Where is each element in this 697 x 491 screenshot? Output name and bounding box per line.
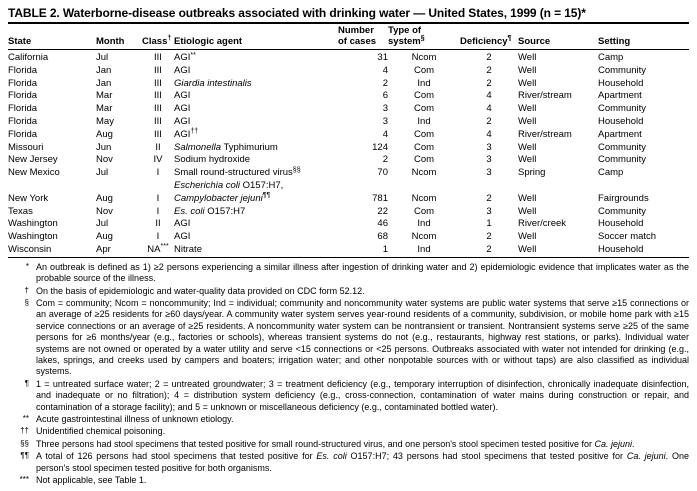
cell-month: Aug	[96, 128, 113, 140]
cell-source: River/creek	[518, 218, 567, 230]
footnote-text	[36, 379, 689, 412]
cell-system: Com	[413, 141, 435, 153]
cell-state: California	[8, 52, 49, 63]
column-header-state: State	[8, 24, 96, 50]
cell-agent	[174, 206, 338, 219]
cell-setting: Household	[598, 77, 644, 89]
cell-agent	[174, 78, 338, 91]
cell-month: Jul	[96, 218, 109, 230]
table-header	[8, 24, 689, 50]
cell-cases: 22	[377, 205, 388, 217]
table-row	[8, 180, 689, 206]
column-header-agent: Etiologic agent	[174, 24, 338, 50]
footnote-marker: §§	[20, 438, 29, 448]
cell-source: River/stream	[518, 128, 572, 140]
cell-deficiency: 3	[486, 141, 492, 153]
cell-state: Florida	[8, 77, 38, 89]
cell-source: Well	[518, 64, 537, 76]
text-run: Acute gastrointestinal illness of unknown etiology.	[36, 414, 234, 425]
cell-system: Ind	[417, 218, 431, 230]
footnote	[8, 262, 689, 285]
text-run: III	[154, 115, 162, 127]
cell-setting: Community	[598, 141, 647, 153]
text-run: Small round-structured virus	[174, 167, 293, 179]
footnote-marker: **	[22, 414, 29, 424]
table-row	[8, 218, 689, 231]
cell-deficiency: 2	[486, 52, 492, 63]
cell-class	[142, 90, 174, 103]
cell-setting: Soccer match	[598, 231, 657, 243]
cell-deficiency: 2	[486, 231, 492, 243]
text-run: III	[154, 90, 162, 102]
cell-deficiency: 2	[486, 64, 492, 76]
cell-state: Wisconsin	[8, 243, 52, 255]
cell-deficiency: 2	[486, 77, 492, 89]
cell-class	[142, 167, 174, 180]
cell-setting: Community	[598, 64, 647, 76]
cell-setting: Apartment	[598, 128, 642, 140]
cell-month: Mar	[96, 90, 113, 102]
cell-state: Florida	[8, 64, 38, 76]
cell-cases: 4	[382, 128, 388, 140]
table-body	[8, 50, 689, 258]
cell-month: Mar	[96, 103, 113, 115]
cell-source: Well	[518, 141, 537, 153]
cell-agent	[174, 129, 338, 142]
superscript-marker: ***	[160, 243, 169, 251]
footnote-text	[36, 298, 689, 376]
cell-source: Well	[518, 231, 537, 243]
footnote-marker: ††	[20, 426, 29, 436]
cell-cases: 2	[382, 77, 388, 89]
superscript-marker: §	[420, 35, 425, 42]
italic-text: Salmonella	[174, 141, 221, 153]
text-run: O157:H7,	[240, 179, 284, 191]
cell-setting: Household	[598, 243, 644, 255]
text-run: I	[156, 205, 160, 217]
cell-cases: 6	[382, 90, 388, 102]
cell-cases: 31	[377, 52, 388, 63]
cell-class	[142, 231, 174, 244]
text-run: .	[632, 438, 635, 449]
cell-state: New Jersey	[8, 154, 58, 166]
cell-month: Apr	[96, 243, 111, 255]
cell-system: Ind	[417, 77, 431, 89]
cell-month: Jul	[96, 167, 109, 179]
text-run: II	[155, 218, 161, 230]
text-run: AGI	[174, 115, 191, 127]
italic-text: Es. coli	[174, 205, 205, 217]
text-run: III	[154, 64, 162, 76]
table-row	[8, 116, 689, 129]
cell-system: Ncom	[411, 192, 437, 204]
table-row	[8, 154, 689, 167]
cell-deficiency: 1	[486, 218, 492, 230]
cell-source: Well	[518, 192, 537, 204]
cell-deficiency: 4	[486, 128, 492, 140]
cell-deficiency: 3	[486, 154, 492, 166]
text-run: III	[154, 52, 162, 63]
text-run: AGI	[174, 103, 191, 115]
cell-cases: 124	[372, 141, 388, 153]
cell-agent	[174, 244, 338, 257]
cell-deficiency: 3	[486, 167, 492, 179]
cell-agent	[174, 103, 338, 116]
cell-system: Ncom	[411, 167, 437, 179]
cell-class	[142, 129, 174, 142]
footnote	[8, 414, 689, 425]
cell-cases: 68	[377, 231, 388, 243]
text-run: AGI	[174, 90, 191, 102]
text-run: Not applicable, see Table 1.	[36, 475, 147, 486]
cell-class	[142, 116, 174, 129]
table-row	[8, 206, 689, 219]
cell-setting: Camp	[598, 52, 624, 63]
column-header-month: Month	[96, 24, 142, 50]
footnote	[8, 286, 689, 297]
superscript-marker: §§	[292, 166, 301, 174]
cell-state: New York	[8, 192, 49, 204]
text-run: O157:H7; 43 persons had stool specimens that tested positive for	[346, 451, 627, 462]
cell-setting: Community	[598, 154, 647, 166]
footnote	[8, 451, 689, 474]
cell-system: Com	[413, 103, 435, 115]
cell-agent	[174, 218, 338, 231]
cell-cases: 781	[372, 192, 388, 204]
table-row	[8, 244, 689, 257]
text-run: AGI	[174, 231, 191, 243]
table-row	[8, 167, 689, 180]
cell-cases: 70	[377, 167, 388, 179]
italic-text: Ca. jejuni	[626, 451, 666, 462]
cell-agent	[174, 116, 338, 129]
text-run: AGI	[174, 52, 191, 63]
cell-system: Com	[413, 128, 435, 140]
cell-class	[142, 180, 174, 206]
cell-agent	[174, 154, 338, 167]
cell-system: Ind	[417, 115, 431, 127]
cell-month: Aug	[96, 192, 113, 204]
cell-source: Well	[518, 77, 537, 89]
column-header-cases: Number of cases	[338, 24, 388, 50]
table-row	[8, 50, 689, 65]
cell-setting: Community	[598, 205, 647, 217]
text-run: IV	[153, 154, 163, 166]
footnote-text	[36, 451, 689, 472]
cell-class	[142, 50, 174, 65]
cell-source: Well	[518, 52, 537, 63]
footnote	[8, 426, 689, 437]
superscript-marker: ††	[190, 128, 199, 136]
footnote-marker: §	[24, 297, 29, 307]
cell-deficiency: 4	[486, 90, 492, 102]
cell-month: Nov	[96, 154, 113, 166]
cell-class	[142, 103, 174, 116]
footnote	[8, 475, 689, 486]
text-run: 1 = untreated surface water; 2 = untreated groundwater; 3 = treatment deficiency (e.g., temporary interruption of disinfection, chronically inadequate disinfection, and inadequate or no filtration); 4 = distribution system deficiency (e.g., cross-connection, contamination of water mains during construction or repair, and contamination of a storage facility); and 5 = unknown or miscellaneous deficiency (e.g., contaminated bottled water).	[36, 378, 689, 412]
cell-month: Jan	[96, 77, 112, 89]
cell-state: Florida	[8, 103, 38, 115]
footnote	[8, 298, 689, 378]
column-header-deficiency: Deficiency¶	[460, 24, 518, 50]
footnote-text	[36, 439, 635, 449]
footnote-marker: ¶	[24, 378, 29, 388]
cell-month: May	[96, 115, 114, 127]
text-run: III	[154, 77, 162, 89]
footnote-text	[36, 414, 233, 424]
text-run: I	[156, 231, 160, 243]
footnote	[8, 439, 689, 450]
cell-source: Spring	[518, 167, 546, 179]
footnote-text	[36, 286, 365, 296]
footnote-text	[36, 475, 146, 485]
cell-cases: 2	[382, 154, 388, 166]
text-run: AGI	[174, 128, 191, 140]
cell-month: Jun	[96, 141, 112, 153]
text-run: . One person's stool specimen tested positive for both organisms.	[36, 451, 689, 473]
cell-setting: Household	[598, 115, 644, 127]
column-header-system: Type of system§	[388, 24, 460, 50]
cell-state: New Mexico	[8, 167, 60, 179]
cell-class	[142, 142, 174, 155]
footnote-text	[36, 262, 689, 283]
cell-cases: 4	[382, 64, 388, 76]
table-row	[8, 103, 689, 116]
italic-text: Es. coli	[316, 451, 347, 462]
cell-class	[142, 154, 174, 167]
cell-setting: Camp	[598, 167, 624, 179]
italic-text: Giardia intestinalis	[174, 77, 252, 89]
text-run: Three persons had stool specimens that tested positive for small round-structured virus, and one person's stool specimen tested positive for	[36, 438, 595, 449]
footnotes-section	[8, 262, 689, 487]
cell-agent	[174, 90, 338, 103]
cell-deficiency: 2	[486, 192, 492, 204]
cell-source: Well	[518, 103, 537, 115]
text-run: O157:H7	[204, 205, 246, 217]
cell-source: Well	[518, 205, 537, 217]
table-header-row	[8, 24, 689, 50]
cell-class	[142, 65, 174, 78]
text-run: Unidentified chemical poisoning.	[36, 426, 166, 437]
table-row	[8, 129, 689, 142]
cell-class	[142, 78, 174, 91]
footnote-marker: *	[25, 261, 29, 271]
cell-deficiency: 2	[486, 115, 492, 127]
table-title: TABLE 2. Waterborne-disease outbreaks associated with drinking water — United States, 1999 (n = 15)*	[8, 6, 689, 24]
column-header-class: Class†	[142, 24, 174, 50]
cell-source: Well	[518, 154, 537, 166]
text-run: A total of 126 persons had stool specimens that tested positive for	[36, 451, 317, 462]
superscript-marker: †	[167, 35, 172, 42]
cell-deficiency: 2	[486, 243, 492, 255]
cell-setting: Apartment	[598, 90, 642, 102]
outbreaks-table	[8, 24, 689, 258]
footnote-marker: †	[24, 285, 29, 295]
text-run: Sodium hydroxide	[174, 154, 251, 166]
text-run: Com = community; Ncom = noncommunity; Ind = individual; community and noncommunity water systems are public water systems that serve ≥15 connections or an average of ≥25 residents for ≥60 days/year. A community water system serves year-round residents of a community, subdivision, or mobile home park with ≥15 service connections or an average of ≥25 residents. A noncommunity water system can be nontransient or transient. Nontransient systems serve ≥25 of the same persons for ≥6 months/year (e.g., factories or schools), whereas transient systems do not (e.g., restaurants, highway rest stations, or parks). Individual water systems are not owned or operated by a water utility and serve <15 connections or <25 persons. Outbreaks associated with water not intended for drinking (e.g., lakes, springs, and creeks used by campers and boaters; irrigation water; and other nonpotable sources with or without taps) are also classified as individual systems.	[36, 297, 689, 377]
text-run: AGI	[174, 218, 191, 230]
superscript-marker: ¶	[507, 35, 512, 42]
cell-month: Jan	[96, 64, 112, 76]
text-run: III	[154, 103, 162, 115]
cell-setting: Fairgrounds	[598, 192, 649, 204]
cell-setting: Community	[598, 103, 647, 115]
cell-state: Texas	[8, 205, 33, 217]
text-run: I	[156, 192, 160, 204]
cell-agent	[174, 180, 338, 206]
cell-cases: 3	[382, 115, 388, 127]
cell-agent	[174, 167, 338, 180]
cell-cases: 3	[382, 103, 388, 115]
cell-source: Well	[518, 115, 537, 127]
text-run: Nitrate	[174, 243, 202, 255]
text-run: On the basis of epidemiologic and water-quality data provided on CDC form 52.12.	[36, 285, 365, 296]
superscript-marker: ¶¶	[262, 192, 271, 200]
footnote	[8, 379, 689, 413]
superscript-marker: **	[190, 51, 196, 59]
cell-state: Florida	[8, 90, 38, 102]
cell-class	[142, 244, 174, 257]
cell-deficiency: 3	[486, 205, 492, 217]
cell-class	[142, 218, 174, 231]
table-row	[8, 142, 689, 155]
cell-system: Com	[413, 64, 435, 76]
italic-text: Ca. jejuni	[594, 438, 633, 449]
cell-month: Aug	[96, 231, 113, 243]
cell-agent	[174, 65, 338, 78]
text-run: Typhimurium	[221, 141, 278, 153]
text-run: NA	[147, 243, 161, 255]
column-header-source: Source	[518, 24, 598, 50]
table-row	[8, 231, 689, 244]
cell-source: River/stream	[518, 90, 572, 102]
text-run: III	[154, 128, 162, 140]
cell-deficiency: 4	[486, 103, 492, 115]
footnote-marker: ***	[19, 475, 29, 485]
cell-system: Ind	[417, 243, 431, 255]
cell-state: Missouri	[8, 141, 44, 153]
cell-cases: 1	[382, 243, 388, 255]
cell-month: Jul	[96, 52, 109, 63]
cell-cases: 46	[377, 218, 388, 230]
cell-month: Nov	[96, 205, 113, 217]
italic-text: Campylobacter jejuni	[174, 192, 263, 204]
footnote-text	[36, 426, 165, 436]
cell-state: Washington	[8, 218, 58, 230]
text-run: AGI	[174, 64, 191, 76]
cell-class	[142, 206, 174, 219]
footnote-marker: ¶¶	[20, 451, 29, 461]
cell-state: Florida	[8, 115, 38, 127]
table-row	[8, 65, 689, 78]
cell-agent	[174, 231, 338, 244]
cell-agent	[174, 50, 338, 65]
cell-system: Com	[413, 90, 435, 102]
italic-text: Escherichia coli	[174, 179, 240, 191]
table-row	[8, 78, 689, 91]
cell-setting: Household	[598, 218, 644, 230]
text-run: I	[156, 167, 160, 179]
text-run: An outbreak is defined as 1) ≥2 persons experiencing a similar illness after ingestion of drinking water and 2) epidemiologic evidence that implicates water as the probable source of the illness.	[36, 261, 689, 284]
cell-state: Washington	[8, 231, 58, 243]
cell-system: Com	[413, 205, 435, 217]
column-header-setting: Setting	[598, 24, 689, 50]
cell-system: Ncom	[411, 231, 437, 243]
text-run: II	[155, 141, 161, 153]
cell-system: Ncom	[411, 52, 437, 63]
cell-source: Well	[518, 243, 537, 255]
table-row	[8, 90, 689, 103]
cell-agent	[174, 142, 338, 155]
cell-system: Com	[413, 154, 435, 166]
cell-state: Florida	[8, 128, 38, 140]
